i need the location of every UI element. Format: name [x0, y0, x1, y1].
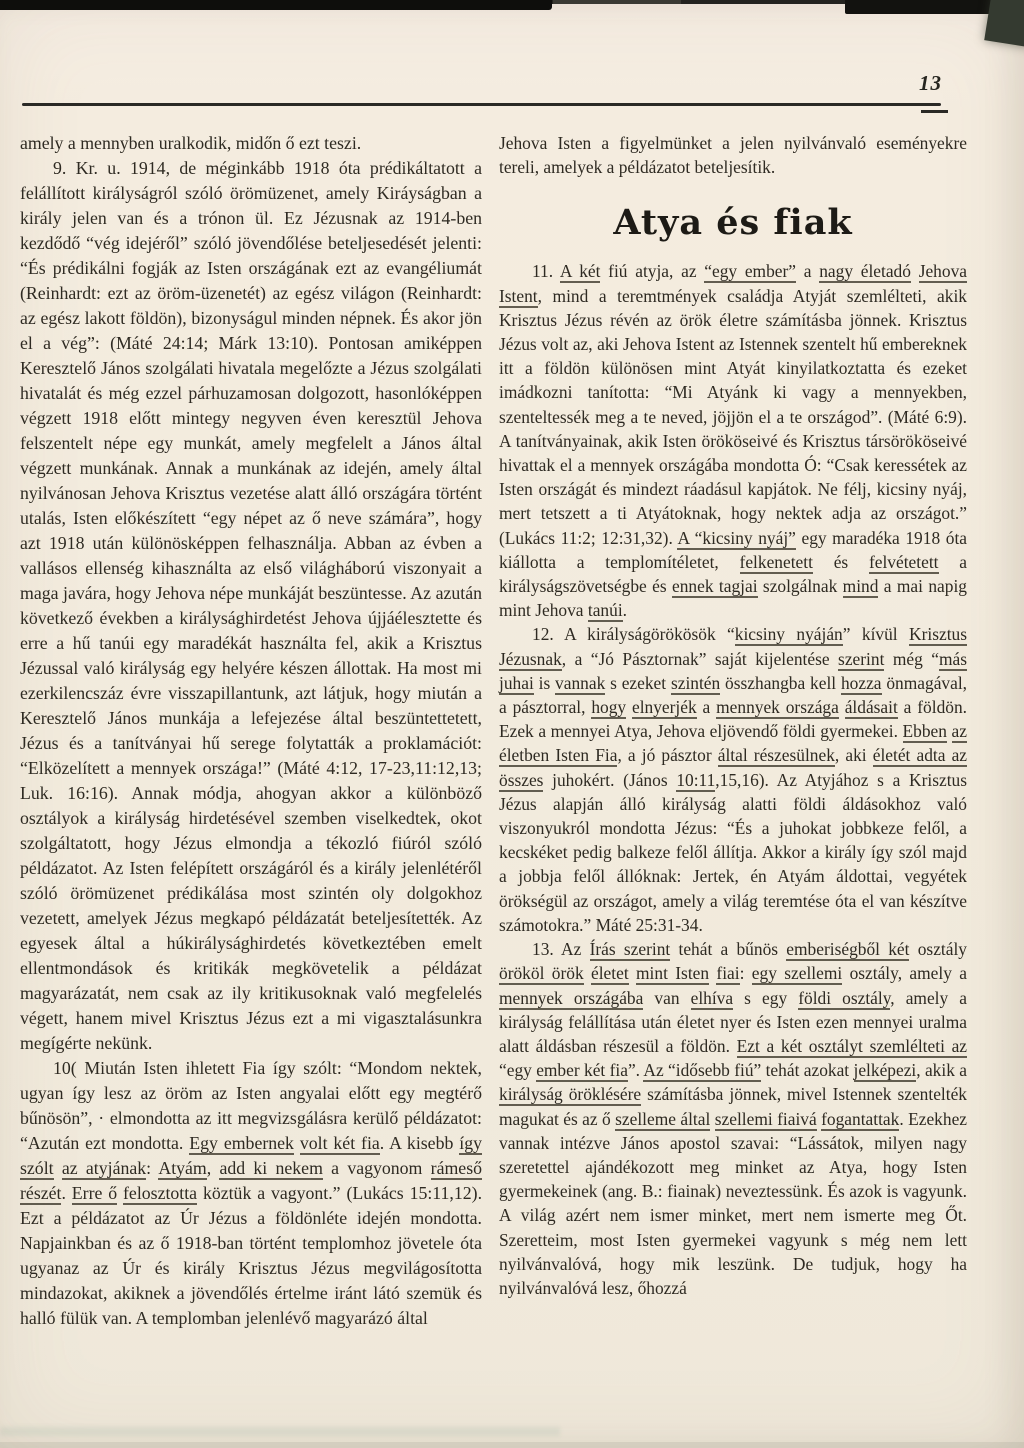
- hand-underline: hogy: [591, 697, 627, 718]
- text-segment: s egy: [733, 987, 799, 1008]
- text-segment: [911, 261, 919, 281]
- hand-underline: elnyerjék: [631, 697, 697, 718]
- hand-underline: más juhai: [499, 648, 967, 693]
- hand-underline: életét adta az összes: [499, 745, 968, 790]
- text-segment: tehát a bűnös: [670, 939, 787, 960]
- paragraph: [499, 259, 967, 622]
- hand-underline: Jehova Istent: [499, 261, 967, 306]
- text-segment: .: [622, 600, 628, 621]
- text-segment: szolgálnak: [757, 576, 843, 597]
- hand-underline: kicsiny nyáján: [734, 624, 843, 645]
- text-segment: , mind a teremtmények családja Atyját szemlélteti, akik Krisztus Jézus révén az örök életre számításba jönnek. Krisztus Jézus volt az, aki Jehova Istent az Istennek szentelt hű embereknek itt a földön különösen mint Atyát kinyilatkoztatta és ezeket imádkozni tanította: “Mi Atyánk ki vagy a mennyekben, szenteltessék meg a te neved, jöjjön el a te országod”. (Máté 6:9). A tanítványainak, akik Isten örököseivé és Krisztus társörököseivé hivattak el a mennyek országába mondotta Ó: “Csak keressétek az Isten országát és mindezt ráadásul kapjátok. Ne félj, kicsiny nyáj, mert tetszett a ti Atyátoknak, hogy nektek adja az országot.” (Lukács 11:2; 12:31,32).: [499, 285, 967, 548]
- hand-underline: szintén: [670, 672, 721, 693]
- text-segment: , a “Jó Pásztornak” saját kijelentése: [561, 648, 839, 669]
- text-segment: .: [61, 1183, 72, 1203]
- hand-underline: elhíva: [690, 987, 734, 1008]
- text-segment: a királyságszövetségbe és: [499, 551, 967, 597]
- text-columns: [20, 131, 967, 1331]
- text-segment: a földön. Ezek a mennyei Atya, Jehova eljövendő földi gyermekei.: [499, 697, 968, 742]
- text-segment: egy maradéka 1918 óta kiállotta a templomítéletet,: [499, 527, 967, 572]
- paragraph: [499, 622, 967, 937]
- hand-underline: az atyjának: [61, 1158, 147, 1178]
- hand-underline: fiai: [716, 963, 740, 984]
- hand-underline: volt két fia: [299, 1133, 380, 1153]
- text-segment: [294, 1133, 300, 1153]
- text-segment: ,15,16). Az Atyjához s a Krisztus Jézus alapján álló királyság alatti földi áldásokhoz való viszonyukról mondotta Jézus: “És a juhokat jobbkeze felől, a kecskéket pedig balkeze felől állítja. Akkor a király így szól majd a jobbja felől állóknak: Jertek, én Atyám áldottai, vegyétek örökségül az országot, amely a világ teremtése óta el van készítve számotokra.” Máté 25:31-34.: [499, 769, 967, 935]
- hand-underline: ennek tagjai: [672, 576, 758, 597]
- text-segment: és: [812, 551, 869, 572]
- scan-edge-top-right: [845, 0, 1008, 14]
- hand-underline: add ki nekem: [219, 1158, 323, 1178]
- hand-underline: tanúi: [587, 600, 623, 621]
- hand-underline: felosztotta: [123, 1183, 198, 1203]
- text-segment: ”.: [627, 1060, 644, 1081]
- text-segment: osztály, amely a: [842, 963, 967, 984]
- hand-underline: hozza: [840, 672, 882, 693]
- section-heading: [499, 203, 967, 243]
- text-segment: [629, 963, 636, 983]
- text-segment: juhokért. (János: [543, 769, 677, 790]
- text-segment: , aki: [834, 745, 873, 766]
- hand-underline: mint Isten: [636, 963, 710, 984]
- left-column: [20, 131, 482, 1331]
- hand-underline: örököl örök: [499, 963, 584, 984]
- hand-underline: Ebben: [902, 721, 947, 742]
- text-segment: önmagával, a pásztorral,: [499, 672, 968, 718]
- hand-underline: “egy ember”: [704, 261, 797, 282]
- text-segment: a vagyonom: [322, 1158, 431, 1178]
- text-segment: , akik a: [916, 1060, 967, 1081]
- paragraph: [499, 131, 967, 179]
- hand-underline: egy szellemi: [751, 963, 843, 984]
- hand-underline: vannak: [555, 672, 606, 693]
- scan-edge-bottom: [0, 1442, 1024, 1448]
- hand-underline: jelképezi: [853, 1060, 917, 1081]
- hand-underline: Egy embernek: [189, 1133, 294, 1153]
- paragraph: [20, 131, 482, 156]
- hand-underline: Az “idősebb fiú”: [643, 1060, 762, 1081]
- hand-underline: Írás szerint: [589, 939, 671, 960]
- text-segment: Atya és fiak: [613, 202, 853, 244]
- hand-underline: királyság öröklésére: [499, 1084, 642, 1105]
- hand-underline: A “kicsiny nyáj”: [677, 527, 796, 548]
- hand-underline: emberiségből két: [786, 939, 910, 960]
- scan-shadow-bottom-strip: [0, 1427, 560, 1436]
- text-segment: 9. Kr. u. 1914, de méginkább 1918 óta prédikáltatott a felállított királyságról szóló örömüzenet, amely Kiráyságban a király jelen van és a trónon ül. Ez Jézusnak az 1914-ben kezdődő “vég idejéről” szóló jövendőlése beteljesedését jelenti: “És prédikálni fogják az Isten országának ezt az evangéliumát (Reinhardt: ezt az öröm-üzenetét) az egész világon (Reinhardt: az egész lakott földön), bizonyságul minden népnek. És akor jön el a vég”: (Máté 24:14; Márk 13:10). Pontosan amiképpen Keresztelő János szolgálati hivatala megelőzte a Jézus szolgálati hivatalát és még ezzel párhuzamosan dolgozott, hasonlóképpen végzett 1918 előtt mintegy negyven éven keresztül Jehova felszentelt népe egy munkát, amely megfelelt a János által végzett munkának. Annak a munkának az idején, amely által nyilvánosan Jehova Krisztus vezetése alatt álló országára történt utalás, Isten előkészített “egy népet az ő neve számára”, hogy azt 1918 után különösképpen felhasználja. Abban az évben a vallásos ellenség kihasználta az első világháború viszonyait a maga javára, hogy Jehova népe munkáját beszüntesse. Az azután következő években a királysághirdetést Jehova újjáélesztette és erre a hű tanúi egy maradékát használta fel, akik a Krisztus Jézussal való királyság egy helyére készen állottak. Ha most mi ezerkilencszáz évre visszapillantunk, azt látjuk, hogy miután a Keresztelő János munkája a lefejezése által beszüntettetett, Jézus és a tanítványai hű serege folytatták a proklamációt: “Elközelített a mennyek országa!” (Máté 4:12, 17-23,11:12,13; Luk. 16:16). Annak módja, ahogyan akkor a különböző osztályok a királyság hirdetésével szemben viselkedtek, okot szolgáltatott, hogy Jézus elmondja a tékozló fiúról szóló példázatot. Az Isten felépített országáról és a király jelenlétéről szóló örömüzenet prédikálása most szintén oly dolgokhoz vezetett, amelyek Jézus megkapó példázatát beteljesítették. Az egyesek által a húkirálysághirdetés következtében emelt ellentmondások és kritikák megkövetelik a példázat magyarázatát, nem csak az ily kritikusoknak való megfelelés végett, hanem mivel Krisztus Jézus ezt a mi vigasztalásunkra megígérte nekünk.: [20, 158, 482, 1053]
- header-rule-dash: [921, 110, 948, 113]
- text-segment: “egy: [499, 1060, 537, 1081]
- hand-underline: részét: [20, 1183, 62, 1203]
- hand-underline: rámeső: [430, 1158, 483, 1178]
- text-segment: 11.: [532, 261, 560, 282]
- text-segment: ” kívül: [842, 624, 910, 645]
- text-segment: , a jó pásztor: [617, 745, 718, 766]
- hand-underline: A két: [559, 261, 601, 282]
- header-rule: [22, 103, 941, 106]
- text-segment: , amely a királyság felállítása után életet nyer és Isten ezen mennyei uralma alatt áldásban részesül a földön.: [499, 987, 967, 1056]
- paragraph: [499, 937, 967, 1300]
- hand-underline: Ezt a két osztályt szemlélteti az: [736, 1035, 968, 1056]
- text-segment: ,: [206, 1158, 220, 1178]
- page-number: 13: [919, 71, 942, 95]
- paragraph: [20, 1056, 482, 1331]
- text-segment: a: [796, 261, 820, 282]
- text-segment: tehát azokat: [761, 1060, 854, 1081]
- hand-underline: mennyek országába: [499, 987, 644, 1008]
- text-segment: a: [696, 697, 717, 718]
- text-segment: köztük a vagyont.” (Lukács 15:11,12). Ezt a példázatot az Úr Jézus a földönléte idején mondotta. Napjainkban és az ő 1918-ban történt templomhoz jövetele óta ugyanaz az Úr és király Krisztus Jézus megvilágosította mindazokat, akiknek a jövendőlés értelme iránt látó szemük és halló fülük van. A templomban jelenlévő magyarázó által: [20, 1183, 483, 1328]
- hand-underline: nagy életadó: [819, 261, 911, 282]
- hand-underline: szelleme által: [615, 1108, 711, 1129]
- text-segment: összhangba kell: [720, 672, 841, 693]
- hand-underline: az életben Isten Fia: [499, 721, 967, 766]
- text-segment: 13. Az: [532, 939, 590, 960]
- text-segment: 12. A királyságörökösök “: [532, 624, 735, 645]
- text-segment: Jehova Isten a figyelmünket a jelen nyilvánvaló eseményekre tereli, amelyek a példázatot beteljesítik.: [499, 133, 967, 178]
- hand-underline: így szólt: [20, 1133, 482, 1178]
- text-segment: a mai napig mint Jehova: [499, 576, 967, 621]
- hand-underline: Erre ő: [71, 1183, 118, 1203]
- text-segment: számításba jönnek, mivel Istennek szentelték magukat és az ő: [499, 1084, 967, 1129]
- text-segment: [584, 963, 591, 983]
- text-segment: . A kisebb: [379, 1133, 460, 1153]
- text-segment: :: [739, 963, 752, 984]
- text-segment: is: [533, 672, 556, 693]
- text-segment: fiú atyja, az: [600, 261, 705, 282]
- hand-underline: mennyek országa: [716, 697, 839, 718]
- text-segment: [947, 721, 952, 741]
- hand-underline: fogantattak: [821, 1108, 900, 1129]
- hand-underline: földi osztály: [798, 987, 891, 1008]
- text-segment: :: [146, 1158, 159, 1178]
- text-segment: még “: [884, 648, 939, 669]
- text-segment: . Ezekhez vannak intézve János apostol szavai: “Lássátok, milyen nagy szeretettel ajándékozott meg minket az Atya, hogy Isten gyermekeinek (ang. B.: fiainak) neveztessünk. És azok is vagyunk. A világ azért nem ismer minket, mert nem ismerte meg Őt. Szeretteim, most Isten gyermekei vagyunk s még nem lett nyilvánvalóvá, hogy mik leszünk. De tudjuk, hogy ha nyilvánvalóvá lesz, őhozzá: [499, 1108, 968, 1298]
- text-segment: amely a mennyben uralkodik, midőn ő ezt teszi.: [20, 133, 362, 153]
- scan-edge-corner: [984, 0, 1024, 47]
- text-segment: 10( Miután Isten ihletett Fia így szólt: “Mondom nektek, ugyan így lesz az öröm az Isten angyalai előtt egy megtérő bűnösön”, · elmondotta az itt megvizsgálásra kerülő példázatot: “Azután ezt mondotta.: [20, 1058, 482, 1153]
- hand-underline: mind: [842, 576, 879, 597]
- hand-underline: felvétetett: [868, 551, 939, 572]
- hand-underline: Atyám: [158, 1158, 207, 1178]
- hand-underline: szellemi fiaivá: [714, 1108, 817, 1129]
- scan-edge-top-middle: [553, 0, 681, 4]
- text-segment: [839, 697, 845, 717]
- hand-underline: Krisztus Jézusnak: [499, 624, 967, 669]
- hand-underline: által részesülnek: [717, 745, 835, 766]
- hand-underline: ember két fia: [536, 1060, 628, 1081]
- hand-underline: felkenetett: [739, 551, 813, 572]
- text-segment: van: [643, 987, 691, 1008]
- right-column: [499, 131, 967, 1331]
- hand-underline: 10:11: [676, 769, 716, 790]
- hand-underline: áldásait: [844, 697, 898, 718]
- paragraph: [20, 156, 482, 1056]
- scan-edge-top-left: [0, 0, 552, 10]
- hand-underline: életet: [591, 963, 629, 984]
- text-segment: s ezeket: [605, 672, 671, 693]
- text-segment: [54, 1158, 62, 1178]
- hand-underline: szerint: [838, 648, 885, 669]
- text-segment: osztály: [909, 939, 967, 960]
